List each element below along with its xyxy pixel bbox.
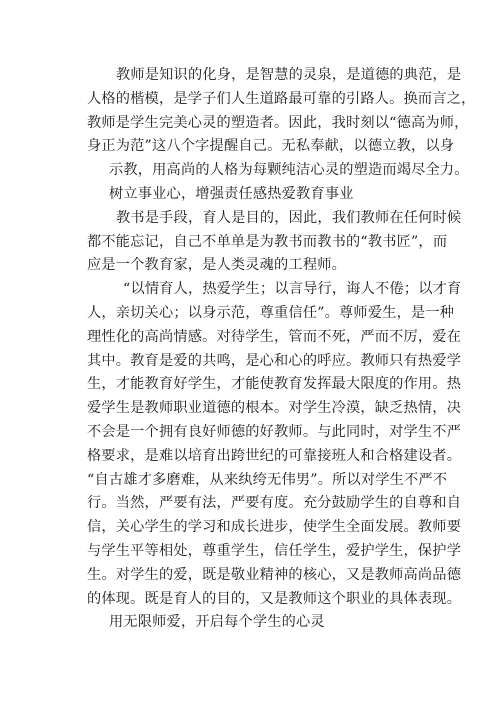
text-line: 生，才能教育好学生，才能使教育发挥最大限度的作用。热	[87, 376, 462, 393]
text-line: 教师是学生完美心灵的塑造者。因此，我时刻以“德高为师，	[87, 114, 469, 131]
section-heading: 树立事业心，增强责任感热爱教育事业	[109, 185, 354, 202]
text-line: 与学生平等相处，尊重学生，信任学生，爱护学生，保护学	[87, 542, 462, 559]
text-line: 行。当然，严要有法，严要有度。充分鼓励学生的自尊和自	[87, 495, 462, 512]
text-line: “以情育人，热爱学生；以言导行，诲人不倦；以才育	[123, 281, 462, 298]
text-line: 身正为范”这八个字提醒自己。无私奉献，以德立教，以身	[87, 138, 455, 155]
text-line: 理性化的高尚情感。对待学生，管而不死，严而不厉，爱在	[87, 328, 462, 345]
text-line: 爱学生是教师职业道德的根本。对学生冷漠，缺乏热情，决	[87, 400, 462, 417]
text-line: 格要求，是难以培育出跨世纪的可靠接班人和合格建设者。	[87, 447, 462, 464]
text-line: 都不能忘记，自己不单单是为教书而教书的“教书匠”，而	[87, 233, 448, 250]
document-body	[87, 64, 476, 635]
text-line: 示教，用高尚的人格为每颗纯洁心灵的塑造而竭尽全力。	[109, 162, 469, 179]
section-heading: 用无限师爱，开启每个学生的心灵	[109, 614, 325, 631]
text-line: 其中。教育是爱的共鸣，是心和心的呼应。教师只有热爱学	[87, 352, 462, 369]
text-line: 信，关心学生的学习和成长进步，使学生全面发展。教师要	[87, 519, 462, 536]
text-line: 人格的楷模，是学子们人生道路最可靠的引路人。换而言之，	[87, 90, 476, 107]
text-line: 不会是一个拥有良好师德的好教师。与此同时，对学生不严	[87, 423, 462, 440]
text-line: 应是一个教育家，是人类灵魂的工程师。	[87, 257, 346, 274]
text-line: 生。对学生的爱，既是敬业精神的核心，又是教师高尚品德	[87, 566, 462, 583]
text-line: 教师是知识的化身，是智慧的灵泉，是道德的典范，是	[116, 67, 462, 83]
text-line: 的体现。既是育人的目的，又是教师这个职业的具体表现。	[87, 590, 462, 607]
text-line: 人，亲切关心；以身示范，尊重信任”。尊师爱生，是一种	[87, 304, 455, 321]
text-line: 教书是手段，育人是目的，因此，我们教师在任何时候	[116, 209, 462, 226]
text-line: “自古雄才多磨难，从来纨绔无伟男”。所以对学生不严不	[87, 471, 448, 488]
